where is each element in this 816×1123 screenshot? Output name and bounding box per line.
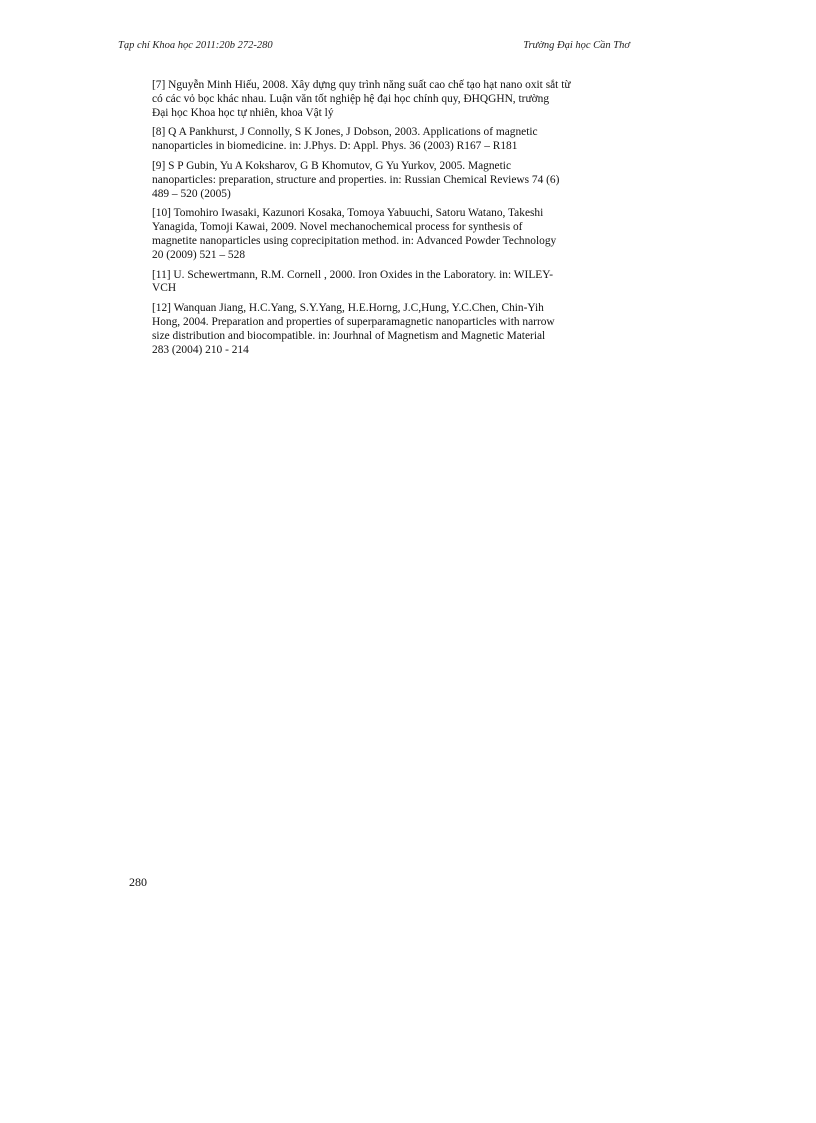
reference-line: [7] Nguyễn Minh Hiếu, 2008. Xây dựng quy trình năng suất cao chế tạo hạt nano oxit sắt từ <box>152 79 571 91</box>
reference-line: 283 (2004) 210 - 214 <box>152 343 249 356</box>
reference-line: VCH <box>152 282 177 295</box>
reference-line: size distribution and biocompatible. in: Jourhnal of Magnetism and Magnetic Material <box>152 329 546 342</box>
reference-line: có các vỏ bọc khác nhau. Luận văn tốt nghiệp hệ đại học chính quy, ĐHQGHN, trường <box>152 92 550 105</box>
reference-line: Yanagida, Tomoji Kawai, 2009. Novel mechanochemical process for synthesis of <box>152 221 523 234</box>
reference-line: nanoparticles in biomedicine. in: J.Phys. D: Appl. Phys. 36 (2003) R167 – R181 <box>152 140 518 153</box>
reference-line: [8] Q A Pankhurst, J Connolly, S K Jones, J Dobson, 2003. Applications of magnetic <box>152 126 538 139</box>
reference-line: nanoparticles: preparation, structure and properties. in: Russian Chemical Reviews 74 (6) <box>152 173 560 186</box>
reference-11 <box>152 269 622 297</box>
reference-line: [12] Wanquan Jiang, H.C.Yang, S.Y.Yang, H.E.Horng, J.C,Hung, Y.C.Chen, Chin-Yih <box>152 302 544 315</box>
reference-line: Hong, 2004. Preparation and properties of superparamagnetic nanoparticles with narrow <box>152 315 555 328</box>
reference-list <box>152 79 622 363</box>
reference-9 <box>152 160 622 201</box>
reference-8 <box>152 126 622 154</box>
reference-line: 489 – 520 (2005) <box>152 187 231 200</box>
reference-12 <box>152 302 622 357</box>
running-header <box>0 40 816 56</box>
reference-line: [10] Tomohiro Iwasaki, Kazunori Kosaka, Tomoya Yabuuchi, Satoru Watano, Takeshi <box>152 207 544 220</box>
reference-line: [9] S P Gubin, Yu A Koksharov, G B Khomutov, G Yu Yurkov, 2005. Magnetic <box>152 159 511 172</box>
journal-title: Tạp chí Khoa học 2011:20b 272-280 <box>118 40 273 51</box>
university-name: Trường Đại học Cần Thơ <box>523 40 630 51</box>
reference-line: [11] U. Schewertmann, R.M. Cornell , 2000. Iron Oxides in the Laboratory. in: WILEY- <box>152 268 554 281</box>
reference-line: 20 (2009) 521 – 528 <box>152 248 246 261</box>
reference-line: magnetite nanoparticles using coprecipitation method. in: Advanced Powder Technology <box>152 234 557 247</box>
page-number: 280 <box>129 875 147 889</box>
reference-7 <box>152 79 622 120</box>
reference-line: Đại học Khoa học tự nhiên, khoa Vật lý <box>152 106 334 119</box>
reference-10 <box>152 207 622 262</box>
